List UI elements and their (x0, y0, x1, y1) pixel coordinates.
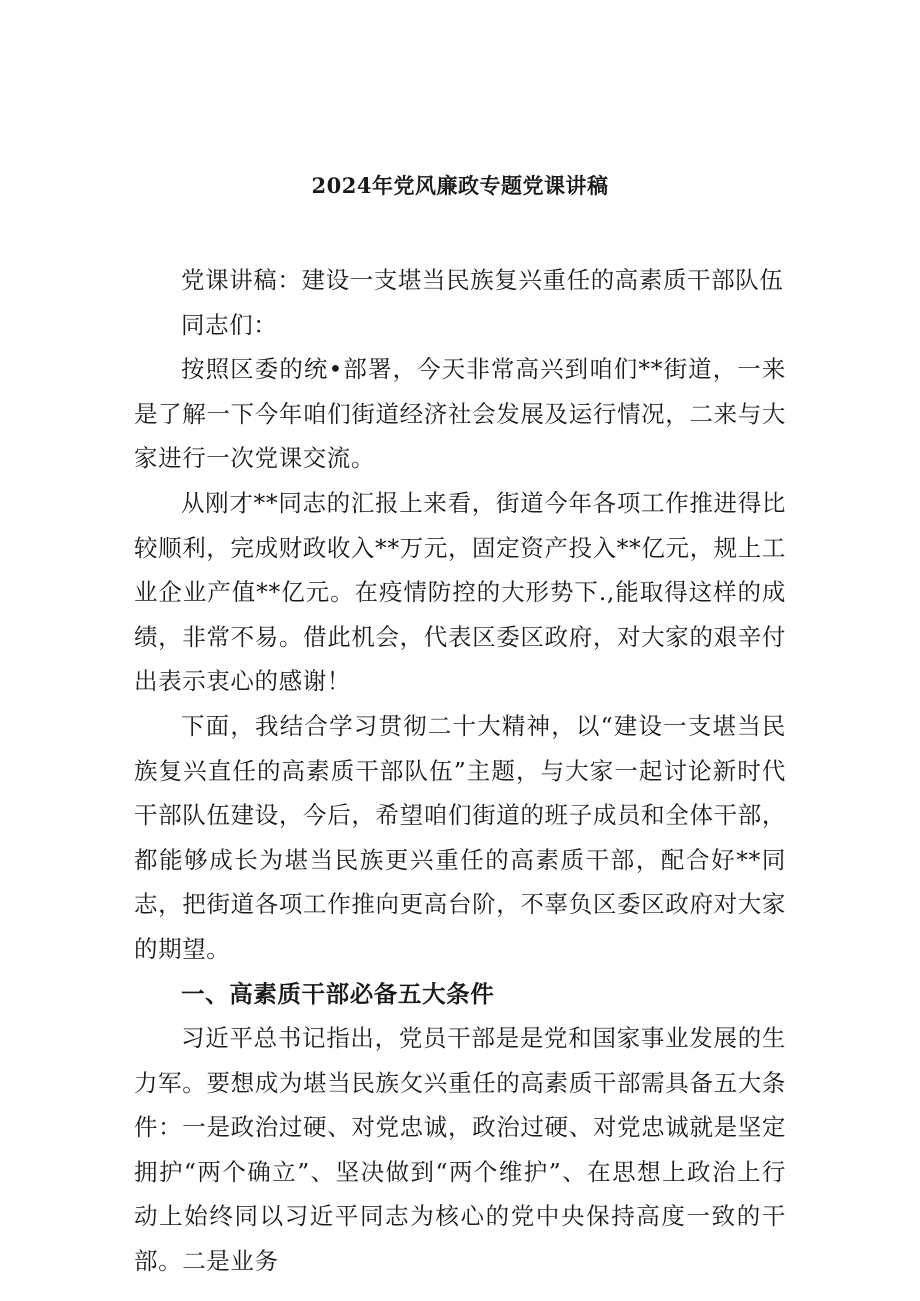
document-body (134, 258, 786, 1284)
body-paragraph: 习近平总书记指出，党员干部是是党和国家事业发展的生力军。要想成为堪当民族攵兴重任的高素质干部需具备五大条件：一是政治过硬、对党忠诚，政治过硬、对党忠诚就是坚定拥护“两个确立”、坚决做到“两个维护”、在思想上政治上行动上始终同以习近平同志为核心的党中央保持高度一致的干部。二是业务 (134, 1024, 786, 1276)
body-paragraph: 按照区委的统•部署，今天非常高兴到咱们**街道，一来是了解一下今年咱们街道经济社会发展及运行情况，二来与大家进行一次党课交流。 (134, 355, 786, 473)
document-title: 2024年党风廉政专题党课讲稿 (311, 173, 609, 198)
salutation: 同志们： (181, 310, 278, 339)
section-heading: 一、高素质干部必备五大条件 (181, 979, 495, 1008)
lecture-subtitle: 党课讲稿：建设一支堪当民族复兴重任的高素质干部队伍 (181, 266, 784, 294)
body-paragraph: 从刚才**同志的汇报上来看，街道今年各项工作推进得比较顺利，完成财政收入**万元，固定资产投入**亿元，规上工业企业产值**亿元。在疫情防控的大形势下.,能取得这样的成绩，非常不易。借此机会，代表区委区政府，对大家的艰辛付出表示衷心的感谢！ (134, 488, 786, 696)
body-paragraph: 下面，我结合学习贯彻二十大精神，以“建设一支堪当民族复兴直任的高素质干部队伍”主题，与大家一起讨论新时代干部队伍建设，今后，希望咱们街道的班子成员和全体干部，都能够成长为堪当民族更兴重任的高素质干部，配合好**同志，把街道各项工作推向更高台阶，不辜负区委区政府对大家的期望。 (134, 711, 786, 963)
